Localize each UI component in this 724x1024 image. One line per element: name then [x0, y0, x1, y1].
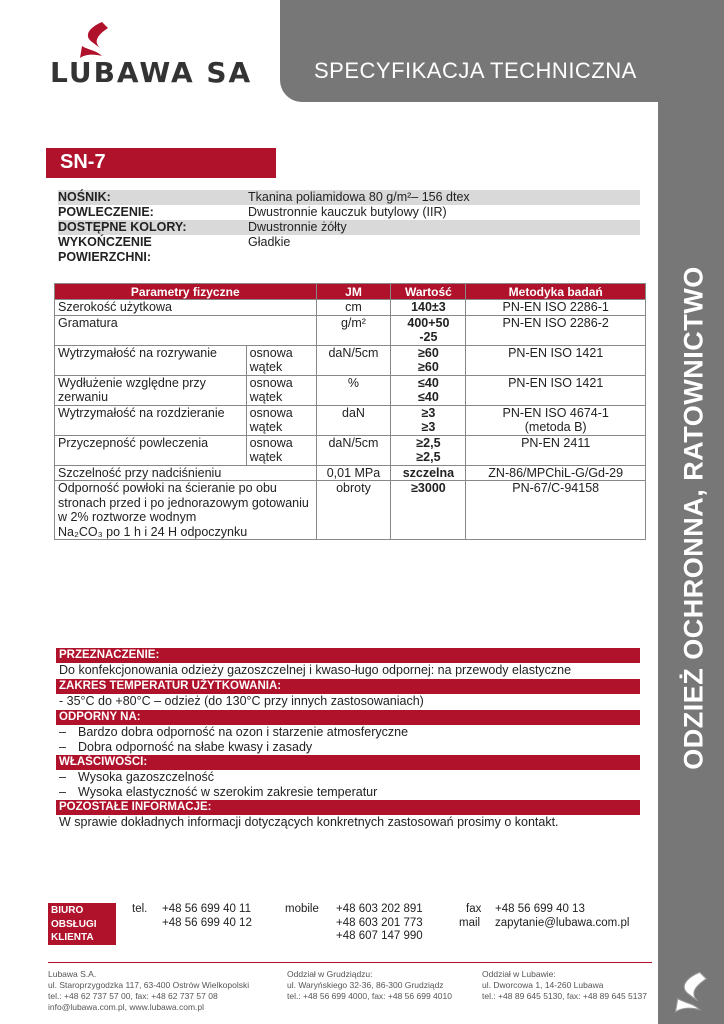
- footer-lubawa: Oddział w Lubawie: ul. Dworcowa 1, 14-260 Lubawa tel.: +48 89 645 5130, fax: +48 89 645 5137: [482, 969, 647, 1001]
- table-row: Gramatura g/m² 400+50 -25 PN-EN ISO 2286-2: [55, 315, 646, 345]
- lubawa-logo-icon: [672, 970, 712, 1014]
- spec-row: WYKOŃCZENIE POWIERZCHNI: Gładkie: [58, 235, 291, 264]
- footer-headquarters: Lubawa S.A. ul. Staroprzygodzka 117, 63-400 Ostrów Wielkopolski tel.: +48 62 737 57 00, fax: +48 62 737 57 08 info@lubawa.com.pl, www.lubawa.com.pl: [48, 969, 250, 1012]
- table-row: Szerokość użytkowa cm 140±3 PN-EN ISO 2286-1: [55, 300, 646, 316]
- header-band: [280, 0, 724, 102]
- table-row: Szczelność przy nadciśnieniu 0,01 MPa szczelna ZN-86/MPChiL-G/Gd-29: [55, 465, 646, 481]
- footer-divider: [48, 962, 652, 963]
- parameters-table: [54, 283, 646, 540]
- tel-label: tel.: [132, 903, 148, 915]
- list-item: – Dobra odporność na słabe kwasy i zasady: [56, 740, 640, 755]
- logo-text: LUBAWA SA: [50, 56, 253, 89]
- section-text-temperature: - 35°C do +80°C – odzież (do 130°C przy innych zastosowaniach): [59, 694, 424, 708]
- section-title-purpose: PRZEZNACZENIE:: [56, 648, 640, 663]
- header-param: Parametry fizyczne: [55, 284, 317, 300]
- table-row: Wytrzymałość na rozrywanie osnowa wątek daN/5cm ≥60 ≥60 PN-EN ISO 1421: [55, 345, 646, 375]
- section-text-purpose: Do konfekcjonowania odzieży gazoszczelnej i kwaso-ługo odpornej: na przewody elastyczne: [59, 663, 572, 677]
- fax-number: +48 56 699 40 13: [495, 903, 585, 915]
- list-item: – Bardzo dobra odporność na ozon i starzenie atmosferyczne: [56, 725, 640, 740]
- list-item: – Wysoka elastyczność w szerokim zakresie temperatur: [56, 785, 640, 800]
- section-text-other: W sprawie dokładnych informacji dotyczących konkretnych zastosowań prosimy o kontakt.: [59, 815, 559, 829]
- header-value: Wartość: [391, 284, 466, 300]
- section-title-temperature: ZAKRES TEMPERATUR UŻYTKOWANIA:: [56, 679, 640, 694]
- mail-label: mail: [459, 917, 481, 929]
- page-title: SPECYFIKACJA TECHNICZNA: [314, 58, 637, 83]
- header-method: Metodyka badań: [466, 284, 646, 300]
- spec-row: DOSTĘPNE KOLORY: Dwustronnie żółty: [58, 220, 640, 235]
- info-sections: [56, 648, 640, 831]
- footer-grudziadz: Oddział w Grudziądzu: ul. Waryńskiego 32-36, 86-300 Grudziądz tel.: +48 56 699 4000, fax: +48 56 699 4010: [287, 969, 452, 1001]
- customer-service-label: BIURO OBSŁUGI KLIENTA: [48, 903, 116, 945]
- company-logo: [50, 20, 260, 90]
- mail-address[interactable]: zapytanie@lubawa.com.pl: [495, 917, 630, 929]
- table-row: Odporność powłoki na ścieranie po obu stronach przed i po jednorazowym gotowaniu w 2% roztworze wodnym Na₂CO₃ po 1 h i 24 H odpoczynku obroty ≥3000 PN-67/C-94158: [55, 481, 646, 540]
- tel-numbers[interactable]: +48 56 699 40 11 +48 56 699 40 12: [162, 903, 252, 929]
- spec-row: POWLECZENIE: Dwustronnie kauczuk butylowy (IIR): [58, 205, 447, 219]
- fax-label: fax: [466, 903, 482, 915]
- list-item: – Wysoka gazoszczelność: [56, 770, 640, 785]
- spec-list: [58, 190, 640, 264]
- table-row: Wydłużenie względne przy zerwaniu osnowa wątek % ≤40 ≤40 PN-EN ISO 1421: [55, 375, 646, 405]
- side-category: ODZIEŻ OCHRONNA, RATOWNICTWO: [678, 266, 709, 770]
- table-row: Przyczepność powleczenia osnowa wątek daN/5cm ≥2,5 ≥2,5 PN-EN 2411: [55, 435, 646, 465]
- section-title-other: POZOSTAŁE INFORMACJE:: [56, 800, 640, 815]
- mobile-numbers[interactable]: +48 603 202 891 +48 603 201 773 +48 607 147 990: [336, 903, 423, 942]
- section-title-resistant: ODPORNY NA:: [56, 710, 640, 725]
- product-name: SN-7: [46, 148, 276, 178]
- table-header-row: [55, 284, 646, 300]
- spec-row: NOŚNIK: Tkanina poliamidowa 80 g/m²– 156 dtex: [58, 190, 640, 205]
- table-row: Wytrzymałość na rozdzieranie osnowa wątek daN ≥3 ≥3 PN-EN ISO 4674-1 (metoda B): [55, 405, 646, 435]
- lubawa-logo-icon: [78, 20, 112, 60]
- section-title-properties: WŁAŚCIWOŚCI:: [56, 755, 640, 770]
- mobile-label: mobile: [285, 903, 319, 915]
- header-unit: JM: [316, 284, 391, 300]
